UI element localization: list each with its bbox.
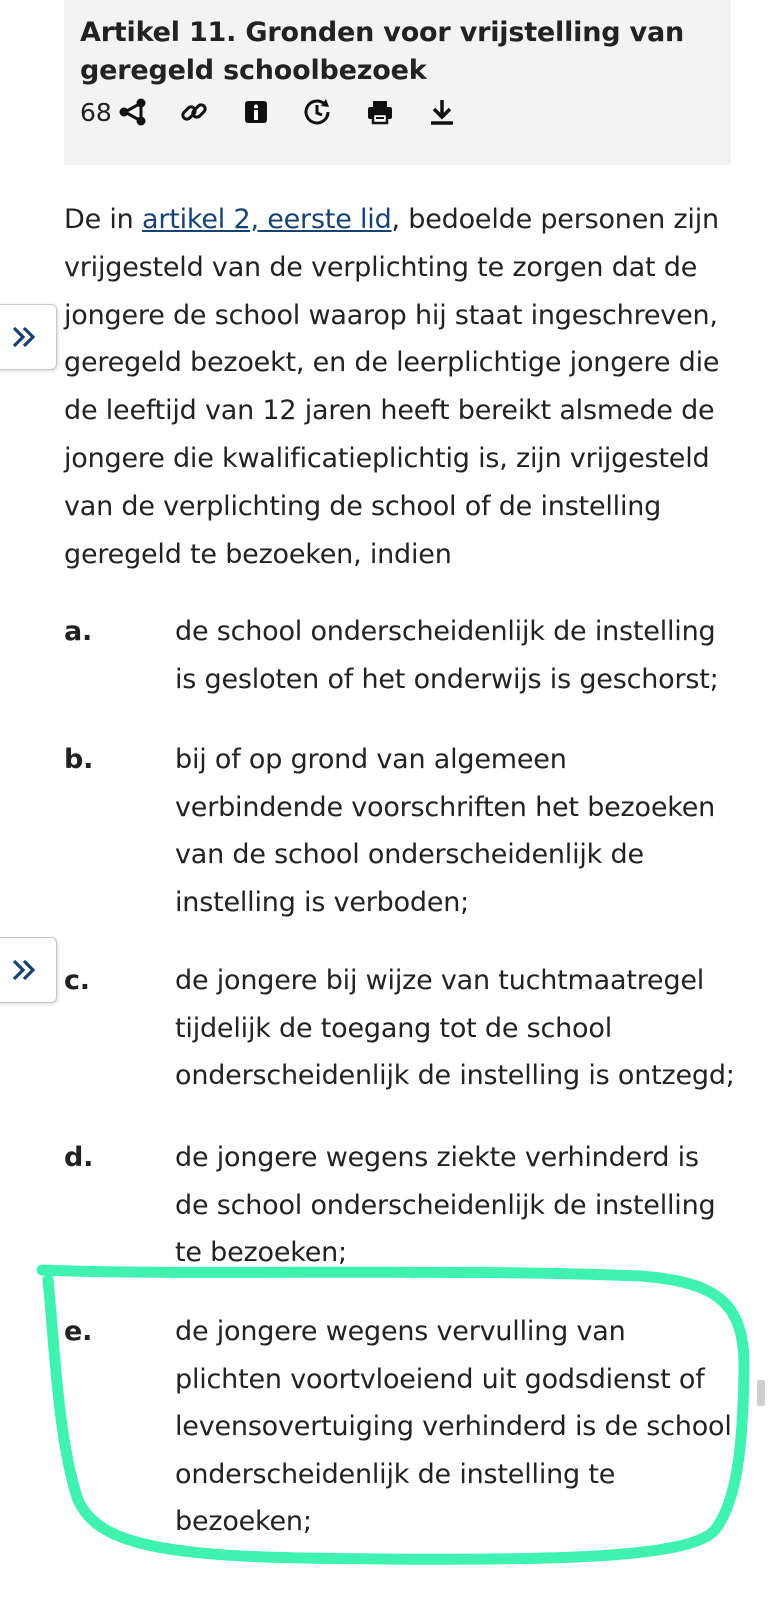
chevron-double-right-icon (10, 956, 38, 984)
print-icon[interactable] (364, 96, 396, 128)
link-icon[interactable] (178, 96, 210, 128)
list-item-text: de jongere wegens vervulling van plichten voortvloeiend uit godsdienst of levensovertuiging verhinderd is de school onderscheidenlijk de instelling te bezoeken; (175, 1316, 732, 1538)
list-item-text: bij of op grond van algemeen verbindende voorschriften het bezoeken van de school onderscheidenlijk de instelling is verboden; (175, 744, 716, 918)
chevron-double-right-icon (10, 323, 38, 351)
article-title: Artikel 11. Gronden voor vrijstelling van geregeld schoolbezoek (80, 17, 684, 86)
list-item-text: de jongere wegens ziekte verhinderd is de school onderscheidenlijk de instelling te bezoeken; (175, 1142, 716, 1269)
expand-sidebar-button[interactable] (0, 304, 57, 370)
list-item-label: b. (64, 744, 94, 775)
intro-paragraph (64, 196, 736, 578)
article-toolbar (80, 96, 713, 128)
intro-text-rest: , bedoelde personen zijn vrijgesteld van de verplichting te zorgen dat de jongere de school waarop hij staat ingeschreven, geregeld bezoekt, en de leerplichtige jongere die de leeftijd van 12 jaren heeft bereikt alsmede de jongere die kwalificatieplichtig is, zijn vrijgesteld van de verplichting de school of de instelling geregeld te bezoeken, indien (64, 204, 720, 570)
article-2-link[interactable]: artikel 2, eerste lid (141, 204, 392, 235)
list-item-label: e. (64, 1316, 93, 1347)
share-icon[interactable] (116, 96, 148, 128)
list-item-text: de jongere bij wijze van tuchtmaatregel tijdelijk de toegang tot de school onderscheidenlijk de instelling is ontzegd; (175, 965, 735, 1092)
history-icon[interactable] (302, 96, 334, 128)
info-icon[interactable] (240, 96, 272, 128)
intro-text-start: De in (64, 204, 142, 235)
list-item-label: c. (64, 965, 90, 996)
list-item-label: a. (64, 616, 93, 647)
expand-sidebar-button[interactable] (0, 937, 57, 1003)
download-icon[interactable] (426, 96, 458, 128)
list-item-label: d. (64, 1142, 94, 1173)
article-header (64, 0, 731, 165)
list-item-text: de school onderscheidenlijk de instelling is gesloten of het onderwijs is geschorst; (175, 616, 719, 695)
share-count: 68 (80, 97, 112, 127)
scrollbar-thumb[interactable] (757, 1380, 765, 1406)
